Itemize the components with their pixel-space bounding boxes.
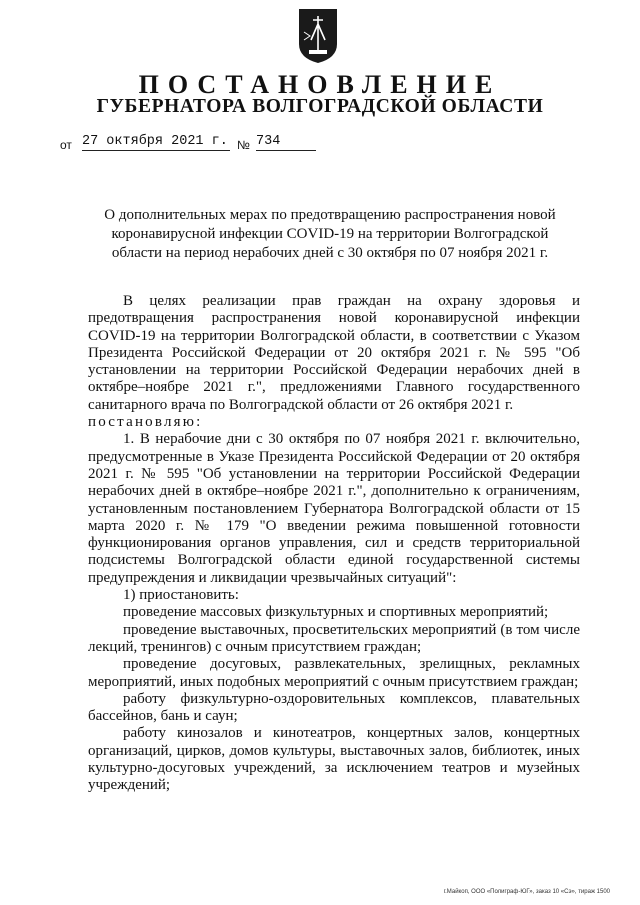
list-item: работу кинозалов и кинотеатров, концертных залов, концертных организаций, цирков, домов культуры, выставочных залов, библиотек, иных культурно-досуговых учреждений, за исключением театров и музейных учреждений; bbox=[88, 725, 580, 794]
item-1-paragraph: 1. В нерабочие дни с 30 октября по 07 ноября 2021 г. включительно, предусмотренные в Указе Президента Российской Федерации от 20 октября 2021 г. № 595 "Об установлении на территории Российской Федерации нерабочих дней в октябре–ноябре 2021 г.", дополнительно к ограничениям, установленным постановлением Губернатора Волгоградской области от 15 марта 2020 г. № 179 "О введении режима повышенной готовности функционирования органов управления, сил и средств территориальной подсистемы Волгоградской области единой государственной системы предупреждения и ликвидации чрезвычайных ситуаций": bbox=[88, 431, 580, 586]
document-body bbox=[88, 293, 580, 795]
subitem-1-paragraph: 1) приостановить: bbox=[123, 587, 239, 604]
preamble-paragraph: В целях реализации прав граждан на охрану здоровья и предотвращения распространения новой коронавирусной инфекции COVID-19 на территории Волгоградской области, в соответствии с Указом Президента Российской Федерации от 20 октября 2021 г. № 595 "Об установлении на территории Российской Федерации нерабочих дней в октябре–ноябре 2021 г.", предложениями Главного государственного санитарного врача по Волгоградской области от 26 октября 2021 г. bbox=[88, 293, 580, 413]
document-date: 27 октября 2021 г. bbox=[82, 134, 230, 151]
document-subject: О дополнительных мерах по предотвращению распространения новой коронавирусной инфекции COVID-19 на территории Волгоградской области на период нерабочих дней с 30 октября по 07 ноября 2021 г. bbox=[104, 207, 556, 261]
document-type-title: ПОСТАНОВЛЕНИЕ bbox=[138, 70, 502, 99]
list-item: проведение массовых физкультурных и спортивных мероприятий; bbox=[123, 604, 549, 621]
resolve-word: постановляю: bbox=[88, 414, 203, 431]
list-item: проведение досуговых, развлекательных, зрелищных, рекламных мероприятий, иных подобных мероприятий с очным присутствием граждан; bbox=[88, 656, 580, 690]
date-prefix: от bbox=[60, 138, 72, 152]
document-meta bbox=[60, 134, 360, 154]
document-number: 734 bbox=[256, 134, 316, 151]
number-prefix: № bbox=[237, 138, 250, 152]
list-item: работу физкультурно-оздоровительных комплексов, плавательных бассейнов, бань и саун; bbox=[88, 690, 580, 725]
list-item: проведение выставочных, просветительских мероприятий (в том числе лекций, тренингов) с очным присутствием граждан; bbox=[88, 621, 580, 655]
volgograd-coat-of-arms-icon bbox=[296, 6, 340, 66]
print-info: г.Майкоп, ООО «Полиграф-ЮГ», заказ 10 «Сэ», тираж 1500 bbox=[443, 889, 610, 895]
issuer-title: ГУБЕРНАТОРА ВОЛГОГРАДСКОЙ ОБЛАСТИ bbox=[96, 96, 544, 117]
